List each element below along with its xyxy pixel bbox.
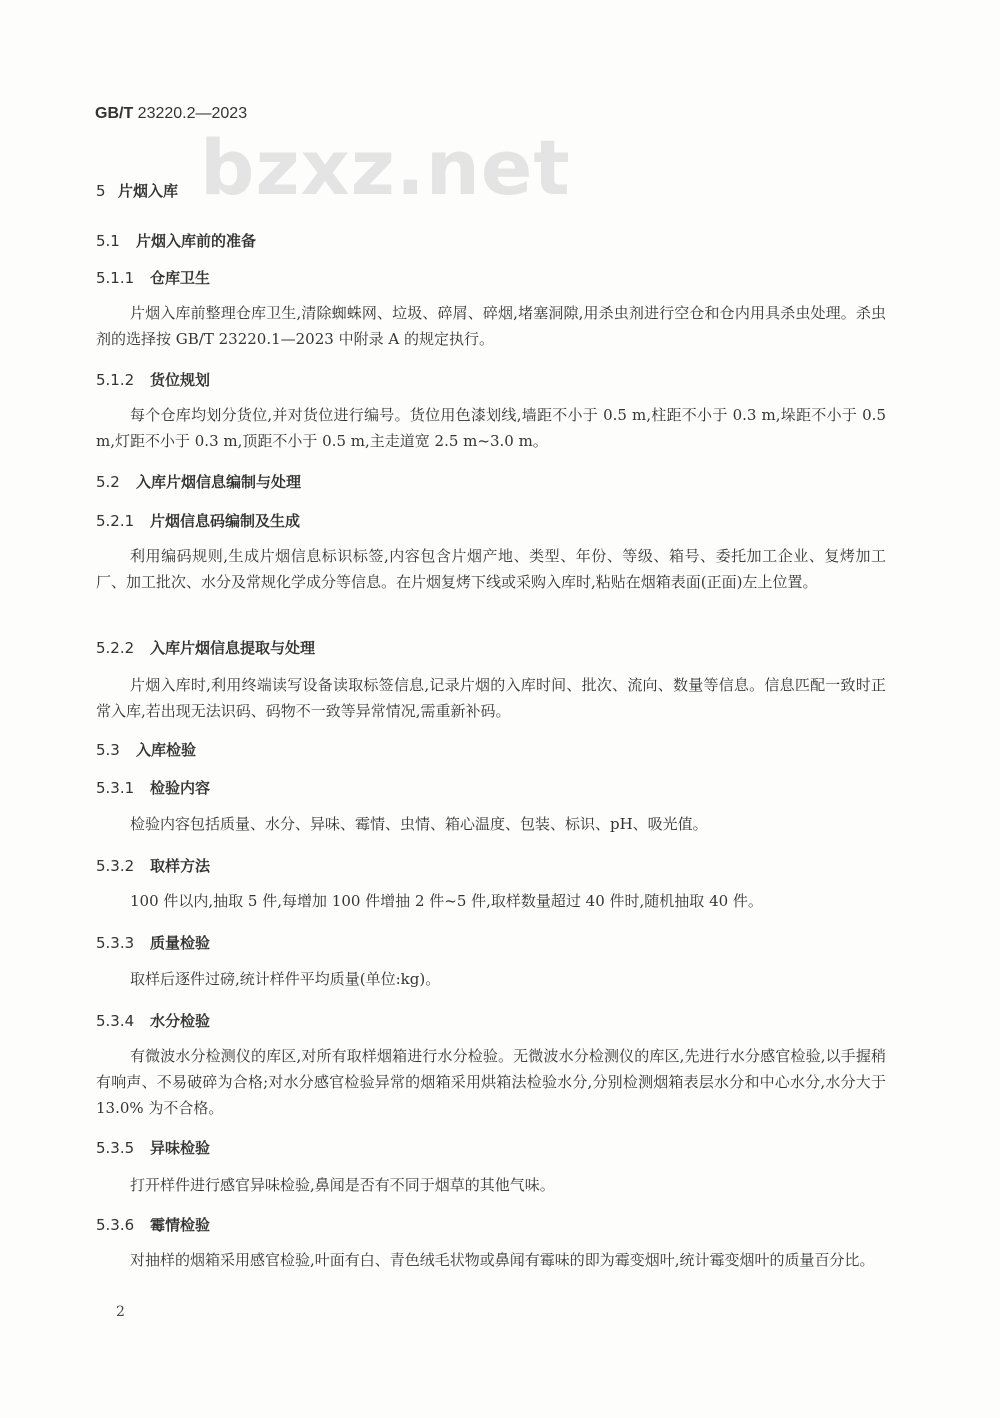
section-number: 5.2.2 — [96, 639, 135, 657]
paragraph: 片烟入库时,利用终端读写设备读取标签信息,记录片烟的入库时间、批次、流向、数量等信息。信息匹配一致时正常入库,若出现无法识码、码物不一致等异常情况,需重新补码。 — [96, 676, 886, 720]
section-title: 入库检验 — [136, 741, 197, 759]
section-title: 质量检验 — [150, 934, 211, 952]
section-number: 5 — [96, 182, 106, 200]
watermark: bzxz.net — [200, 123, 571, 212]
section-title: 入库片烟信息编制与处理 — [136, 473, 302, 491]
paragraph: 每个仓库均划分货位,并对货位进行编号。货位用色漆划线,墙距不小于 0.5 m,柱距不小于 0.3 m,垛距不小于 0.5 m,灯距不小于 0.3 m,顶距不小于 0.5 m,主走道宽 2.5 m~3.0 m。 — [96, 406, 886, 450]
section-heading — [96, 230, 256, 251]
section-title: 片烟信息码编制及生成 — [150, 512, 301, 530]
section-heading — [96, 1137, 210, 1158]
standard-number: 23220.2—2023 — [137, 105, 248, 122]
section-heading — [96, 510, 300, 531]
section-title: 片烟入库前的准备 — [136, 232, 257, 250]
paragraph: 打开样件进行感官异味检验,鼻闻是否有不同于烟草的其他气味。 — [130, 1176, 555, 1194]
section-heading — [96, 739, 196, 760]
page-number: 2 — [116, 1304, 125, 1320]
section-title: 入库片烟信息提取与处理 — [150, 639, 316, 657]
section-number: 5.3 — [96, 741, 120, 759]
section-title: 仓库卫生 — [150, 269, 211, 287]
section-number: 5.1.1 — [96, 269, 135, 287]
section-title: 检验内容 — [150, 779, 211, 797]
section-heading — [96, 637, 315, 658]
section-title: 货位规划 — [150, 371, 211, 389]
section-number: 5.2.1 — [96, 512, 135, 530]
section-heading — [96, 267, 210, 288]
section-title: 异味检验 — [150, 1139, 211, 1157]
section-title: 霉情检验 — [150, 1216, 211, 1234]
section-number: 5.1.2 — [96, 371, 135, 389]
paragraph: 利用编码规则,生成片烟信息标识标签,内容包含片烟产地、类型、年份、等级、箱号、委托加工企业、复烤加工厂、加工批次、水分及常规化学成分等信息。在片烟复烤下线或采购入库时,粘贴在烟箱表面(正面)左上位置。 — [96, 547, 886, 591]
section-number: 5.3.4 — [96, 1012, 135, 1030]
section-heading — [96, 855, 210, 876]
section-number: 5.3.3 — [96, 934, 135, 952]
section-heading — [96, 1214, 210, 1235]
section-number: 5.3.6 — [96, 1216, 135, 1234]
section-heading — [96, 180, 178, 201]
section-number: 5.2 — [96, 473, 120, 491]
paragraph: 片烟入库前整理仓库卫生,清除蜘蛛网、垃圾、碎屑、碎烟,堵塞洞隙,用杀虫剂进行空仓和仓内用具杀虫处理。杀虫剂的选择按 GB/T 23220.1—2023 中附录 A 的规定执行。 — [96, 304, 886, 348]
section-heading — [96, 777, 210, 798]
section-title: 水分检验 — [150, 1012, 211, 1030]
paragraph: 有微波水分检测仪的库区,对所有取样烟箱进行水分检验。无微波水分检测仪的库区,先进行水分感官检验,以手握稍有响声、不易破碎为合格;对水分感官检验异常的烟箱采用烘箱法检验水分,分别检测烟箱表层水分和中心水分,水分大于 13.0% 为不合格。 — [96, 1047, 886, 1117]
section-heading — [96, 369, 210, 390]
standard-header — [95, 105, 247, 123]
section-heading — [96, 1010, 210, 1031]
paragraph: 对抽样的烟箱采用感官检验,叶面有白、青色绒毛状物或鼻闻有霉味的即为霉变烟叶,统计霉变烟叶的质量百分比。 — [130, 1251, 875, 1269]
section-title: 片烟入库 — [118, 182, 179, 200]
section-number: 5.3.2 — [96, 857, 135, 875]
section-number: 5.3.5 — [96, 1139, 135, 1157]
section-number: 5.3.1 — [96, 779, 135, 797]
section-heading — [96, 932, 210, 953]
section-number: 5.1 — [96, 232, 120, 250]
paragraph: 100 件以内,抽取 5 件,每增加 100 件增抽 2 件~5 件,取样数量超过 40 件时,随机抽取 40 件。 — [130, 892, 763, 910]
section-title: 取样方法 — [150, 857, 211, 875]
paragraph: 检验内容包括质量、水分、异味、霉情、虫情、箱心温度、包装、标识、pH、吸光值。 — [130, 815, 708, 833]
standard-code: GB/T — [95, 105, 134, 122]
section-heading — [96, 471, 301, 492]
paragraph: 取样后逐件过磅,统计样件平均质量(单位:kg)。 — [130, 970, 441, 988]
